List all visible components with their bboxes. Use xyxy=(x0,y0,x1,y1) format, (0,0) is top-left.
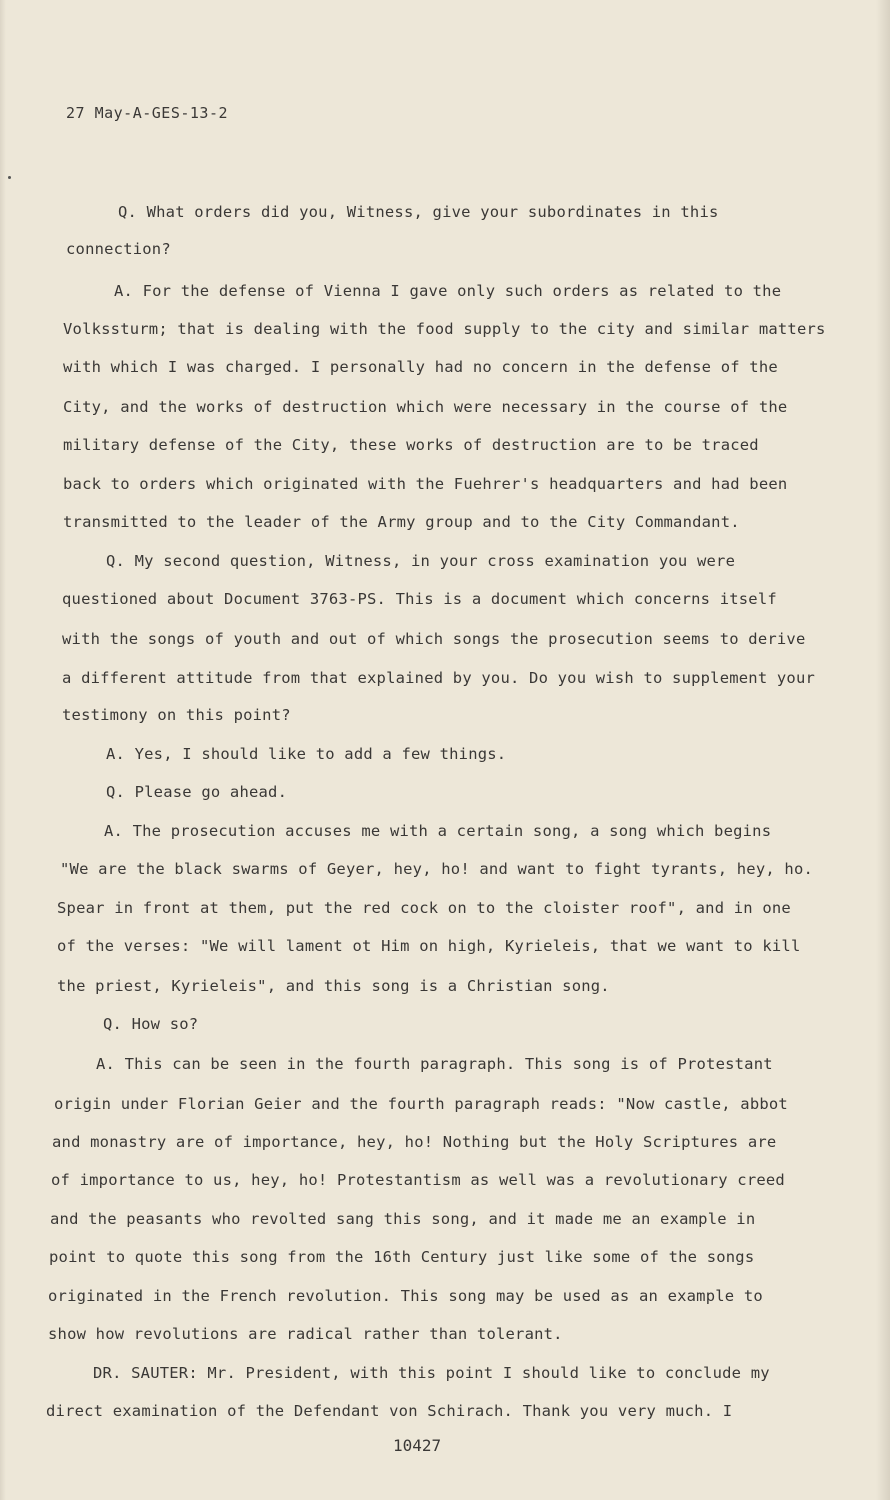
text-line: A. The prosecution accuses me with a certain song, a song which begins xyxy=(104,822,772,840)
text-line: "We are the black swarms of Geyer, hey, ho! and want to fight tyrants, hey, ho. xyxy=(60,860,814,878)
text-line: testimony on this point? xyxy=(62,706,291,724)
text-line: Q. Please go ahead. xyxy=(106,783,288,801)
text-line: military defense of the City, these works of destruction are to be traced xyxy=(63,436,759,454)
text-line: with the songs of youth and out of which songs the prosecution seems to derive xyxy=(62,630,806,648)
ink-speck xyxy=(8,176,11,179)
text-line: City, and the works of destruction which were necessary in the course of the xyxy=(63,398,788,416)
text-line: Q. My second question, Witness, in your cross examination you were xyxy=(106,552,736,570)
text-line: of the verses: "We will lament ot Him on high, Kyrieleis, that we want to kill xyxy=(57,937,801,955)
text-line: A. Yes, I should like to add a few things. xyxy=(106,745,507,763)
page-number: 10427 xyxy=(393,1436,442,1455)
text-line: point to quote this song from the 16th Century just like some of the songs xyxy=(49,1248,755,1266)
text-line: and the peasants who revolted sang this song, and it made me an example in xyxy=(50,1210,756,1228)
text-line: show how revolutions are radical rather than tolerant. xyxy=(48,1325,563,1343)
text-line: transmitted to the leader of the Army group and to the City Commandant. xyxy=(63,513,740,531)
text-line: DR. SAUTER: Mr. President, with this point I should like to conclude my xyxy=(93,1364,770,1382)
text-line: Volkssturm; that is dealing with the food supply to the city and similar matters xyxy=(63,320,826,338)
text-line: origin under Florian Geier and the fourth paragraph reads: "Now castle, abbot xyxy=(54,1095,788,1113)
text-line: of importance to us, hey, ho! Protestantism as well was a revolutionary creed xyxy=(51,1171,785,1189)
text-line: questioned about Document 3763-PS. This is a document which concerns itself xyxy=(62,590,777,608)
text-line: back to orders which originated with the Fuehrer's headquarters and had been xyxy=(63,475,788,493)
text-line: connection? xyxy=(66,240,171,258)
text-line: originated in the French revolution. This song may be used as an example to xyxy=(48,1287,763,1305)
document-reference: 27 May-A-GES-13-2 xyxy=(66,104,229,122)
text-line: Spear in front at them, put the red cock on to the cloister roof", and in one xyxy=(57,899,791,917)
text-line: Q. What orders did you, Witness, give your subordinates in this xyxy=(118,203,719,221)
text-line: and monastry are of importance, hey, ho! Nothing but the Holy Scriptures are xyxy=(52,1133,777,1151)
text-line: Q. How so? xyxy=(103,1015,199,1033)
text-line: direct examination of the Defendant von Schirach. Thank you very much. I xyxy=(46,1402,733,1420)
text-line: the priest, Kyrieleis", and this song is a Christian song. xyxy=(57,977,610,995)
text-line: A. For the defense of Vienna I gave only such orders as related to the xyxy=(114,282,782,300)
text-line: with which I was charged. I personally had no concern in the defense of the xyxy=(63,358,778,376)
text-line: a different attitude from that explained by you. Do you wish to supplement your xyxy=(62,669,816,687)
text-line: A. This can be seen in the fourth paragraph. This song is of Protestant xyxy=(96,1055,773,1073)
